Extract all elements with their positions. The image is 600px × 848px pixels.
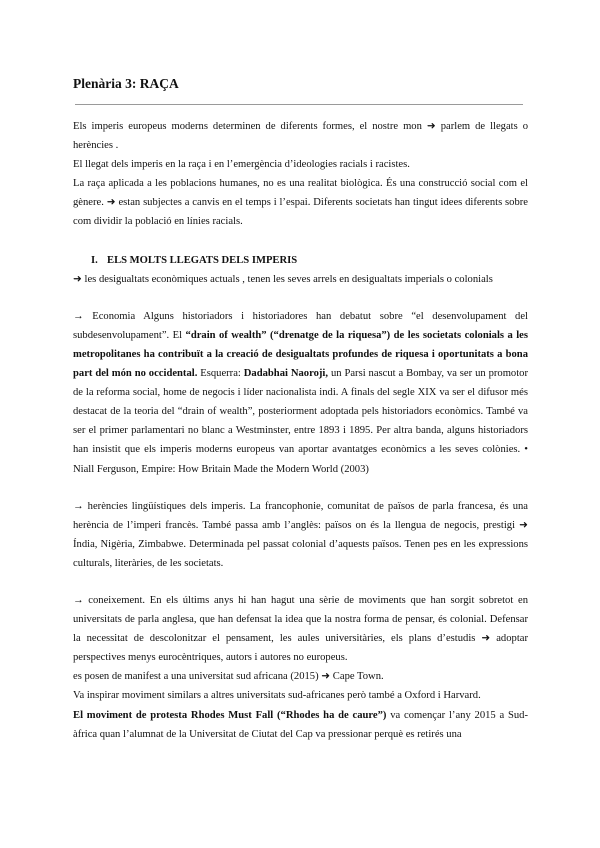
document-body xyxy=(73,117,528,744)
economia-text-2: Esquerra: xyxy=(197,368,244,380)
rhodes-paragraph xyxy=(73,706,528,744)
spacer xyxy=(73,479,528,497)
drain-of-wealth-bold: “drain of wealth” (“drenatge de la riquesa”) de les societats colonials a les metropolitanes ha contribuït a la creació de desigualtats profundes de riquesa i oportunitats a bona part del món no occidental. xyxy=(73,329,528,380)
spacer xyxy=(73,289,528,307)
rhodes-text: va començar l’any 2015 a Sud-àfrica quan l’alumnat de la Universitat de Ciutat del Cap va pressionar perquè es retirés una xyxy=(73,709,528,740)
section-heading xyxy=(73,251,528,270)
spacer xyxy=(73,232,528,251)
intro-paragraph-1: Els imperis europeus moderns determinen de diferents formes, el nostre mon ➜ parlem de llegats o herències . xyxy=(73,121,528,152)
economia-text-3: un Parsi nascut a Bombay, va ser un promotor de la reforma social, home de negocis i líder nacionalista indi. A finals del segle XIX va ser el difusor més destacat de la teoria del “drain of wealth”, posteriorment adoptada pels historiadors econòmics. També va ser el primer parlamentari no blanc a Westminster, entre 1893 i 1895. Per altra banda, alguns historiadors han insistit que els imperis moderns europeus van aportar avantatges econòmics a les seves colònies. • Niall Ferguson, Empire: How Britain Made the Modern World (2003) xyxy=(73,368,529,475)
intro-paragraph-2: El llegat dels imperis en la raça i en l’emergència d’ideologies racials i racistes. xyxy=(73,159,410,171)
section-heading-text: ELS MOLTS LLEGATS DELS IMPERIS xyxy=(107,254,298,266)
naoroji-bold: Dadabhai Naoroji, xyxy=(243,368,329,380)
coneixement-paragraph: → coneixement. En els últims anys hi han hagut una sèrie de moviments que han sorgit sobretot en universitats de parla anglesa, que han defensat la idea que la nostra forma de pensar, és colonial. Defensar la necessitat de descolonitzar el pensament, les aules universitàries, els plans d’estudis ➜ adoptar perspectives menys eurocèntriques, autors i autores no europeus. xyxy=(73,594,528,664)
economia-paragraph xyxy=(73,307,528,479)
title-divider xyxy=(75,104,523,105)
linguistiques-paragraph: → herències lingüístiques dels imperis. La francophonie, comunitat de països de parla francesa, és una herència de l’imperi francès. També passa amb l’anglès: països on és la llengua de negocis, prestigi ➜ Índia, Nigèria, Zimbabwe. Determinada pel passat colonial d’aquests països. Tenen pes en les expressions culturals, literàries, de les societats. xyxy=(73,500,528,569)
spacer xyxy=(73,573,528,591)
intro-paragraph-3: La raça aplicada a les poblacions humanes, no es una realitat biològica. És una construcció social com el gènere. ➜ estan subjectes a canvis en el temps i l’espai. Diferents societats han tingut idees diferents sobre com dividir la població en línies racials. xyxy=(73,178,528,228)
coneixement-line-3: Va inspirar moviment similars a altres universitats sud-africanes però també a Oxford i Harvard. xyxy=(73,690,481,702)
section-number: I. xyxy=(91,254,98,266)
economia-text-1: → Economia Alguns historiadors i historiadores han debatut sobre “el desenvolupament del subdesenvolupament”. El xyxy=(73,310,528,341)
page-title: Plenària 3: RAÇA xyxy=(73,76,179,91)
rhodes-bold: El moviment de protesta Rhodes Must Fall (“Rhodes ha de caure”) xyxy=(73,709,387,721)
section-lead: ➜ les desigualtats econòmiques actuals , tenen les seves arrels en desigualtats imperials o colonials xyxy=(73,273,493,285)
coneixement-line-2: es posen de manifest a una universitat sud africana (2015) ➜ Cape Town. xyxy=(73,671,384,683)
